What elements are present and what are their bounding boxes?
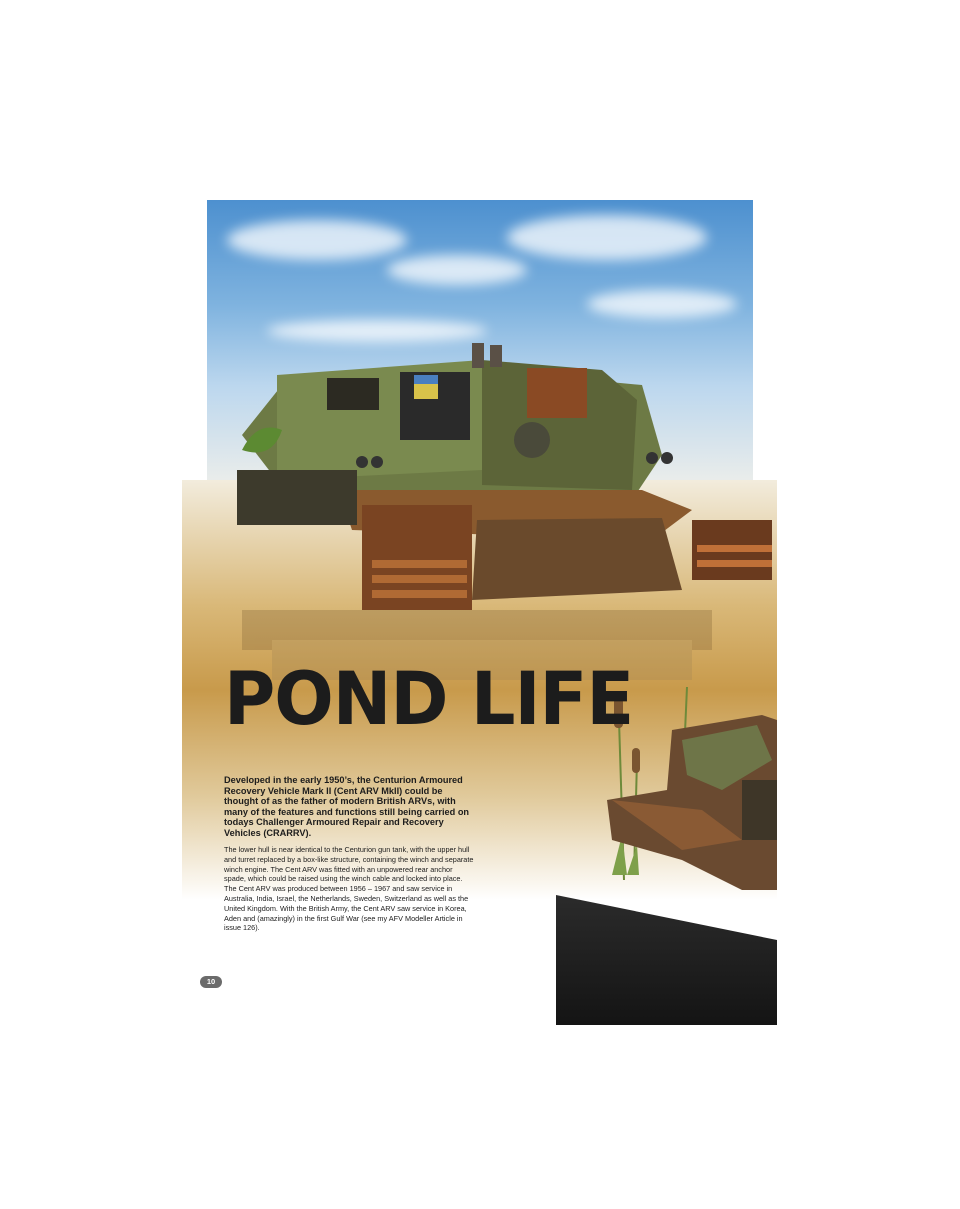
page-number-badge: 10 [200, 976, 222, 988]
article-title: POND LIFE [224, 655, 634, 742]
tank-model [237, 343, 772, 610]
magazine-page [182, 200, 777, 1025]
body-paragraph: The lower hull is near identical to the Centurion gun tank, with the upper hull and turret replaced by a box-like structure, containing the winch and separate winch engine. The Cent ARV was fitted with an unpowered rear anchor spade, which could be raised using the winch cable and locked into place. The Cent ARV was produced between 1956 – 1967 and saw service in Australia, India, Israel, the Netherlands, Sweden, Switzerland as well as the United Kingdom. With the British Army, the Cent ARV saw service in Korea, Aden and (amazingly) in the first Gulf War (see my AFV Modeller Article in issue 126). [224, 845, 474, 933]
intro-paragraph: Developed in the early 1950’s, the Centurion Armoured Recovery Vehicle Mark II (Cent ARV MkII) could be thought of as the father of modern British ARVs, with many of the features and functions still being carried on todays Challenger Armoured Repair and Recovery Vehicles (CRARRV). [224, 775, 470, 838]
